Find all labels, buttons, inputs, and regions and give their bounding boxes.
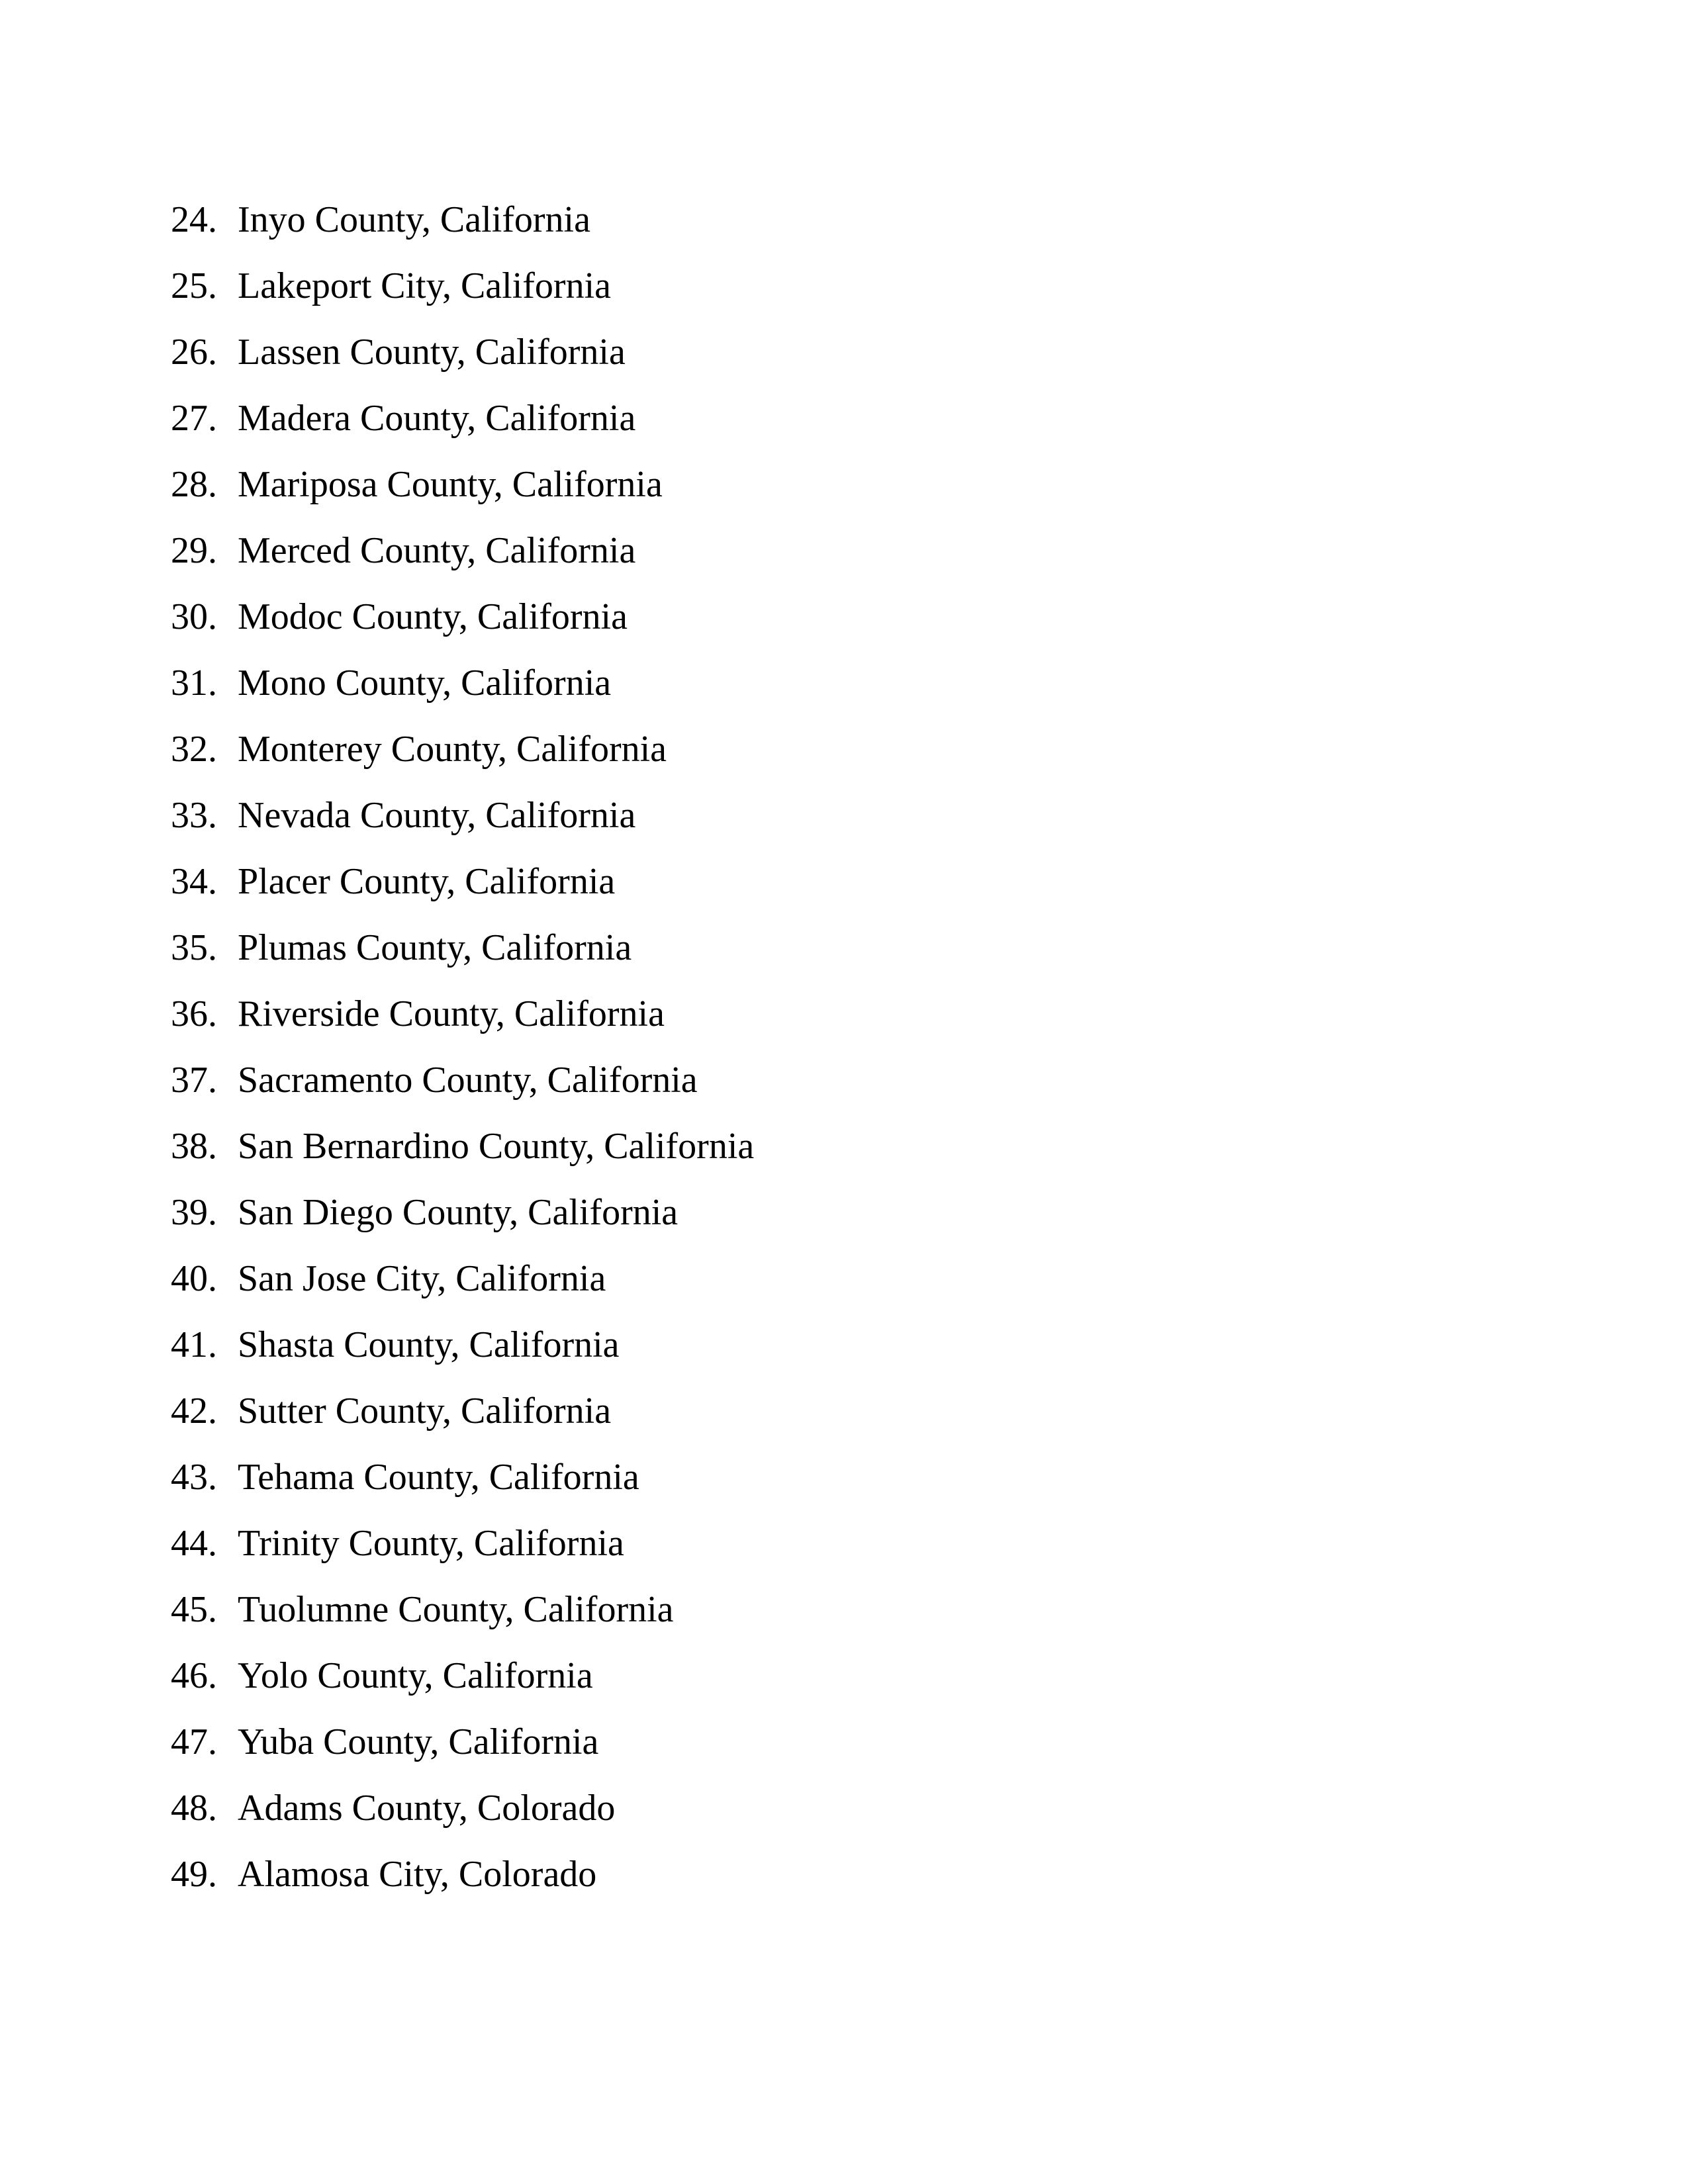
- item-text: Sacramento County, California: [238, 1060, 698, 1101]
- list-item: [0, 590, 1688, 657]
- item-number: 26.: [171, 332, 217, 373]
- item-text: Tuolumne County, California: [238, 1589, 674, 1630]
- item-text: Alamosa City, Colorado: [238, 1854, 597, 1895]
- item-number: 25.: [171, 265, 217, 306]
- list-item: [0, 1782, 1688, 1848]
- list-item: [0, 1517, 1688, 1583]
- item-text: Nevada County, California: [238, 795, 636, 836]
- item-text: Mariposa County, California: [238, 464, 663, 505]
- list-item: [0, 723, 1688, 789]
- item-number: 48.: [171, 1788, 217, 1829]
- list-item: [0, 1583, 1688, 1649]
- list-item: [0, 1054, 1688, 1120]
- item-text: Mono County, California: [238, 662, 612, 704]
- item-text: Riverside County, California: [238, 993, 665, 1034]
- list-item: [0, 987, 1688, 1054]
- item-number: 29.: [171, 530, 217, 571]
- list-item: [0, 1252, 1688, 1318]
- item-number: 36.: [171, 993, 217, 1034]
- item-text: Lassen County, California: [238, 332, 626, 373]
- item-number: 33.: [171, 795, 217, 836]
- item-number: 46.: [171, 1655, 217, 1696]
- list-item: [0, 1186, 1688, 1252]
- item-text: San Bernardino County, California: [238, 1126, 755, 1167]
- item-text: Plumas County, California: [238, 927, 632, 968]
- item-text: Merced County, California: [238, 530, 636, 571]
- item-number: 47.: [171, 1721, 217, 1762]
- list-item: [0, 921, 1688, 987]
- item-text: Placer County, California: [238, 861, 616, 902]
- list-item: [0, 789, 1688, 855]
- item-text: Tehama County, California: [238, 1457, 639, 1498]
- list-item: [0, 524, 1688, 590]
- item-number: 43.: [171, 1457, 217, 1498]
- item-text: Inyo County, California: [238, 199, 590, 240]
- item-number: 32.: [171, 729, 217, 770]
- item-text: Adams County, Colorado: [238, 1788, 616, 1829]
- item-number: 44.: [171, 1523, 217, 1564]
- jurisdiction-list: [0, 193, 1688, 1914]
- item-text: San Diego County, California: [238, 1192, 679, 1233]
- item-text: Sutter County, California: [238, 1390, 612, 1432]
- list-item: [0, 1649, 1688, 1715]
- list-item: [0, 1318, 1688, 1385]
- list-item: [0, 1715, 1688, 1782]
- item-number: 42.: [171, 1390, 217, 1432]
- item-number: 49.: [171, 1854, 217, 1895]
- list-item: [0, 1451, 1688, 1517]
- item-text: Shasta County, California: [238, 1324, 620, 1365]
- item-text: Yolo County, California: [238, 1655, 593, 1696]
- item-text: Trinity County, California: [238, 1523, 624, 1564]
- list-item: [0, 392, 1688, 458]
- item-number: 30.: [171, 596, 217, 637]
- item-number: 37.: [171, 1060, 217, 1101]
- item-number: 27.: [171, 398, 217, 439]
- item-text: Lakeport City, California: [238, 265, 611, 306]
- list-item: [0, 326, 1688, 392]
- item-text: Madera County, California: [238, 398, 636, 439]
- item-number: 40.: [171, 1258, 217, 1299]
- item-number: 39.: [171, 1192, 217, 1233]
- list-item: [0, 657, 1688, 723]
- item-number: 28.: [171, 464, 217, 505]
- list-item: [0, 1848, 1688, 1914]
- item-number: 38.: [171, 1126, 217, 1167]
- item-number: 45.: [171, 1589, 217, 1630]
- item-number: 31.: [171, 662, 217, 704]
- item-number: 41.: [171, 1324, 217, 1365]
- list-item: [0, 458, 1688, 524]
- item-text: Modoc County, California: [238, 596, 628, 637]
- item-number: 34.: [171, 861, 217, 902]
- list-item: [0, 193, 1688, 259]
- list-item: [0, 259, 1688, 326]
- item-number: 35.: [171, 927, 217, 968]
- item-text: San Jose City, California: [238, 1258, 606, 1299]
- list-item: [0, 855, 1688, 921]
- item-text: Yuba County, California: [238, 1721, 599, 1762]
- list-item: [0, 1120, 1688, 1186]
- item-text: Monterey County, California: [238, 729, 667, 770]
- item-number: 24.: [171, 199, 217, 240]
- list-item: [0, 1385, 1688, 1451]
